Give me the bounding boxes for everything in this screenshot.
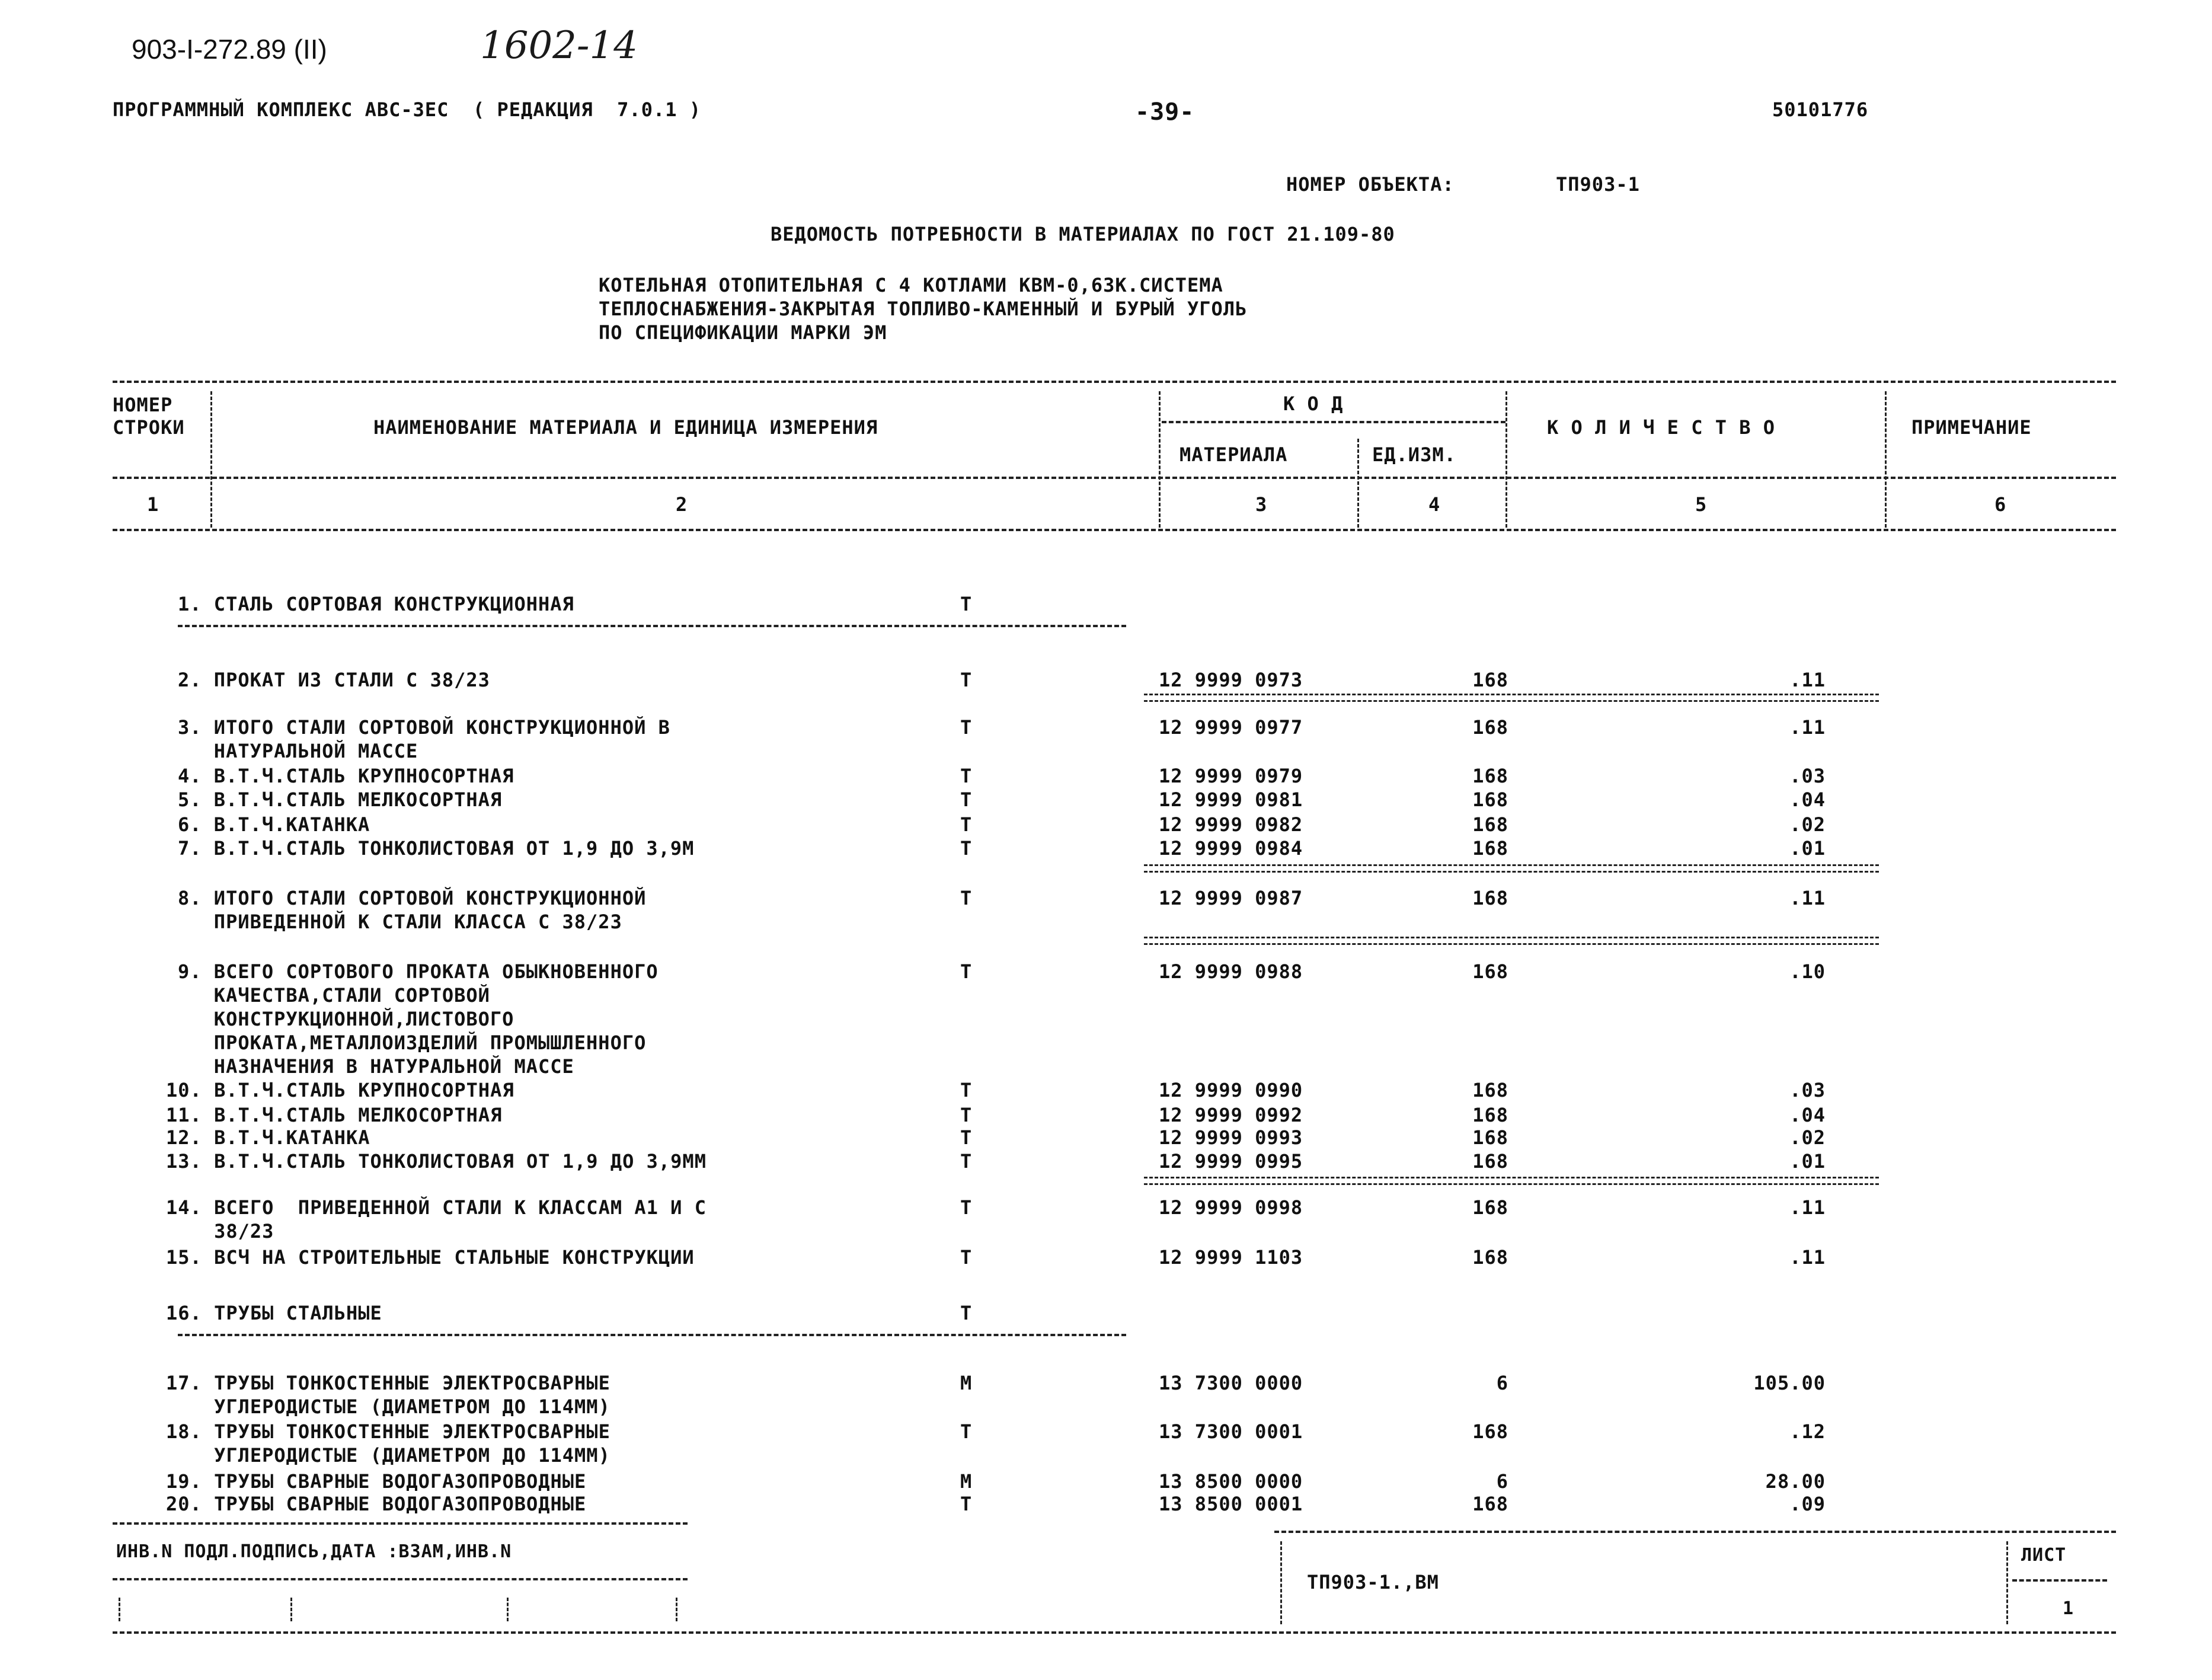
page-number: -39- bbox=[1135, 98, 1195, 126]
row-unit-code: 6 bbox=[1496, 1470, 1508, 1493]
row-material-code: 12 9999 0982 bbox=[1159, 813, 1303, 836]
row-quantity: .11 bbox=[1789, 716, 1826, 739]
column-divider bbox=[1357, 439, 1359, 528]
document-code: 903-I-272.89 (II) bbox=[132, 34, 327, 65]
col-header-name: НАИМЕНОВАНИЕ МАТЕРИАЛА И ЕДИНИЦА ИЗМЕРЕНИЯ bbox=[373, 416, 878, 439]
row-unit-code: 6 bbox=[1496, 1372, 1508, 1394]
row-quantity: .12 bbox=[1789, 1420, 1826, 1443]
row-unit: Т bbox=[960, 1126, 973, 1149]
row-name-line: 17. ТРУБЫ ТОНКОСТЕННЫЕ ЭЛЕКТРОСВАРНЫЕ bbox=[166, 1372, 610, 1394]
col-header-unit-code: ЕД.ИЗМ. bbox=[1372, 443, 1456, 466]
row-unit-code: 168 bbox=[1472, 813, 1508, 836]
row-name-line: 6. В.Т.Ч.КАТАНКА bbox=[178, 813, 370, 836]
row-material-code: 12 9999 0987 bbox=[1159, 887, 1303, 909]
row-name-line: 1. СТАЛЬ СОРТОВАЯ КОНСТРУКЦИОННАЯ bbox=[178, 593, 574, 615]
row-quantity: .09 bbox=[1789, 1493, 1826, 1515]
sheet-rule bbox=[2012, 1579, 2107, 1582]
table-top-rule bbox=[113, 381, 2116, 383]
stamp-mid-rule bbox=[113, 1578, 688, 1580]
row-unit: Т bbox=[960, 813, 973, 836]
col-header-code: К О Д bbox=[1283, 392, 1344, 415]
row-material-code: 12 9999 1103 bbox=[1159, 1246, 1303, 1269]
header-rule bbox=[113, 477, 2116, 479]
row-name-line: КАЧЕСТВА,СТАЛИ СОРТОВОЙ bbox=[178, 984, 490, 1007]
sheet-number: 1 bbox=[2063, 1598, 2074, 1619]
row-unit: Т bbox=[960, 1493, 973, 1515]
stamp-divider bbox=[290, 1598, 292, 1621]
row-name-line: 19. ТРУБЫ СВАРНЫЕ ВОДОГАЗОПРОВОДНЫЕ bbox=[166, 1470, 587, 1493]
row-material-code: 12 9999 0988 bbox=[1159, 960, 1303, 983]
row-unit-code: 168 bbox=[1472, 1420, 1508, 1443]
row-name-line: УГЛЕРОДИСТЫЕ (ДИАМЕТРОМ ДО 114ММ) bbox=[166, 1395, 610, 1418]
row-name-line: 7. В.Т.Ч.СТАЛЬ ТОНКОЛИСТОВАЯ ОТ 1,9 ДО 3,9М bbox=[178, 837, 695, 860]
row-unit-code: 168 bbox=[1472, 788, 1508, 811]
row-material-code: 13 8500 0001 bbox=[1159, 1493, 1303, 1515]
row-name-line: 9. ВСЕГО СОРТОВОГО ПРОКАТА ОБЫКНОВЕННОГО bbox=[178, 960, 659, 983]
row-unit-code: 168 bbox=[1472, 1246, 1508, 1269]
column-divider bbox=[210, 391, 212, 528]
row-material-code: 12 9999 0992 bbox=[1159, 1104, 1303, 1126]
total-separator bbox=[1144, 864, 1879, 873]
program-name: ПРОГРАММНЫЙ КОМПЛЕКС АВС-3ЕС ( РЕДАКЦИЯ 7.0.1 ) bbox=[113, 98, 702, 121]
row-material-code: 12 9999 0995 bbox=[1159, 1150, 1303, 1173]
row-unit: М bbox=[960, 1470, 973, 1493]
document-id: 50101776 bbox=[1772, 98, 1869, 121]
row-name-line: 11. В.Т.Ч.СТАЛЬ МЕЛКОСОРТНАЯ bbox=[166, 1104, 503, 1126]
row-name-line: 15. ВСЧ НА СТРОИТЕЛЬНЫЕ СТАЛЬНЫЕ КОНСТРУКЦИИ bbox=[166, 1246, 695, 1269]
row-unit-code: 168 bbox=[1472, 960, 1508, 983]
row-unit-code: 168 bbox=[1472, 1493, 1508, 1515]
col-number: 6 bbox=[1994, 493, 2007, 516]
row-unit: Т bbox=[960, 1150, 973, 1173]
row-name-line: КОНСТРУКЦИОННОЙ,ЛИСТОВОГО bbox=[178, 1008, 514, 1030]
row-unit: М bbox=[960, 1372, 973, 1394]
col-header-row-no: СТРОКИ bbox=[113, 416, 185, 439]
page-bottom-rule bbox=[113, 1631, 2116, 1634]
section-underline bbox=[178, 1334, 1126, 1336]
row-material-code: 13 8500 0000 bbox=[1159, 1470, 1303, 1493]
row-unit: Т bbox=[960, 1104, 973, 1126]
row-material-code: 13 7300 0001 bbox=[1159, 1420, 1303, 1443]
row-unit-code: 168 bbox=[1472, 1196, 1508, 1219]
section-underline bbox=[178, 625, 1126, 627]
row-unit-code: 168 bbox=[1472, 837, 1508, 860]
row-material-code: 12 9999 0981 bbox=[1159, 788, 1303, 811]
row-unit-code: 168 bbox=[1472, 716, 1508, 739]
row-name-line: НАТУРАЛЬНОЙ МАССЕ bbox=[178, 740, 418, 762]
row-quantity: .11 bbox=[1789, 887, 1826, 909]
column-divider bbox=[1885, 391, 1887, 528]
col-number: 3 bbox=[1255, 493, 1268, 516]
row-unit-code: 168 bbox=[1472, 1126, 1508, 1149]
col-number: 2 bbox=[676, 493, 688, 516]
col-number: 5 bbox=[1695, 493, 1708, 516]
row-material-code: 12 9999 0973 bbox=[1159, 669, 1303, 691]
total-separator bbox=[1144, 1177, 1879, 1185]
row-material-code: 13 7300 0000 bbox=[1159, 1372, 1303, 1394]
row-unit: Т bbox=[960, 765, 973, 787]
row-material-code: 12 9999 0979 bbox=[1159, 765, 1303, 787]
row-unit: Т bbox=[960, 669, 973, 691]
row-material-code: 12 9999 0984 bbox=[1159, 837, 1303, 860]
subtitle-line: ПО СПЕЦИФИКАЦИИ МАРКИ ЭМ bbox=[599, 321, 887, 344]
row-quantity: .02 bbox=[1789, 813, 1826, 836]
row-material-code: 12 9999 0977 bbox=[1159, 716, 1303, 739]
row-name-line: 12. В.Т.Ч.КАТАНКА bbox=[166, 1126, 370, 1149]
row-unit-code: 168 bbox=[1472, 887, 1508, 909]
col-header-material: МАТЕРИАЛА bbox=[1179, 443, 1288, 466]
subtitle-line: ТЕПЛОСНАБЖЕНИЯ-ЗАКРЫТАЯ ТОПЛИВО-КАМЕННЫЙ И БУРЫЙ УГОЛЬ bbox=[599, 298, 1248, 320]
row-name-line: 16. ТРУБЫ СТАЛЬНЫЕ bbox=[166, 1302, 382, 1324]
row-name-line: УГЛЕРОДИСТЫЕ (ДИАМЕТРОМ ДО 114ММ) bbox=[166, 1444, 610, 1467]
row-quantity: .03 bbox=[1789, 1079, 1826, 1101]
total-separator bbox=[1144, 694, 1879, 702]
row-name-line: 38/23 bbox=[166, 1220, 274, 1243]
handwritten-number: 1602-14 bbox=[480, 24, 638, 68]
row-unit-code: 168 bbox=[1472, 1079, 1508, 1101]
row-quantity: .11 bbox=[1789, 669, 1826, 691]
row-quantity: .01 bbox=[1789, 837, 1826, 860]
row-unit: Т bbox=[960, 1196, 973, 1219]
row-material-code: 12 9999 0993 bbox=[1159, 1126, 1303, 1149]
row-quantity: .04 bbox=[1789, 1104, 1826, 1126]
row-quantity: .11 bbox=[1789, 1246, 1826, 1269]
row-name-line: 2. ПРОКАТ ИЗ СТАЛИ С 38/23 bbox=[178, 669, 490, 691]
header-bottom-rule bbox=[113, 529, 2116, 531]
row-unit: Т bbox=[960, 960, 973, 983]
row-material-code: 12 9999 0998 bbox=[1159, 1196, 1303, 1219]
row-unit: Т bbox=[960, 1079, 973, 1101]
row-unit-code: 168 bbox=[1472, 1150, 1508, 1173]
row-quantity: .02 bbox=[1789, 1126, 1826, 1149]
column-divider bbox=[1505, 391, 1507, 528]
stamp-divider bbox=[1280, 1541, 1282, 1624]
stamp-divider bbox=[507, 1598, 509, 1621]
row-unit-code: 168 bbox=[1472, 669, 1508, 691]
row-name-line: ПРИВЕДЕННОЙ К СТАЛИ КЛАССА С 38/23 bbox=[178, 911, 622, 933]
row-name-line: ПРОКАТА,МЕТАЛЛОИЗДЕЛИЙ ПРОМЫШЛЕННОГО bbox=[178, 1031, 647, 1054]
stamp-divider bbox=[2006, 1541, 2008, 1624]
row-name-line: 10. В.Т.Ч.СТАЛЬ КРУПНОСОРТНАЯ bbox=[166, 1079, 514, 1101]
row-name-line: 4. В.Т.Ч.СТАЛЬ КРУПНОСОРТНАЯ bbox=[178, 765, 514, 787]
row-unit: Т bbox=[960, 1302, 973, 1324]
row-quantity: .03 bbox=[1789, 765, 1826, 787]
row-name-line: 20. ТРУБЫ СВАРНЫЕ ВОДОГАЗОПРОВОДНЫЕ bbox=[166, 1493, 587, 1515]
row-quantity: .10 bbox=[1789, 960, 1826, 983]
row-quantity: .01 bbox=[1789, 1150, 1826, 1173]
subtitle-line: КОТЕЛЬНАЯ ОТОПИТЕЛЬНАЯ С 4 КОТЛАМИ КВМ-0,63К.СИСТЕМА bbox=[599, 274, 1223, 296]
row-material-code: 12 9999 0990 bbox=[1159, 1079, 1303, 1101]
sheet-label: ЛИСТ bbox=[2021, 1545, 2067, 1566]
document-mark: ТП903-1.,ВМ bbox=[1307, 1571, 1439, 1593]
row-name-line: НАЗНАЧЕНИЯ В НАТУРАЛЬНОЙ МАССЕ bbox=[178, 1055, 574, 1078]
row-name-line: 14. ВСЕГО ПРИВЕДЕННОЙ СТАЛИ К КЛАССАМ А1 И С bbox=[166, 1196, 707, 1219]
row-unit: Т bbox=[960, 837, 973, 860]
row-unit: Т bbox=[960, 716, 973, 739]
col-header-quantity: К О Л И Ч Е С Т В О bbox=[1547, 416, 1776, 439]
row-unit: Т bbox=[960, 1420, 973, 1443]
col-number: 1 bbox=[147, 493, 159, 516]
col-header-note: ПРИМЕЧАНИЕ bbox=[1911, 416, 2032, 439]
column-divider bbox=[1159, 391, 1161, 528]
row-quantity: .04 bbox=[1789, 788, 1826, 811]
row-unit-code: 168 bbox=[1472, 1104, 1508, 1126]
row-unit: Т bbox=[960, 887, 973, 909]
row-quantity: 105.00 bbox=[1753, 1372, 1826, 1394]
stamp-top-rule bbox=[1274, 1531, 2116, 1533]
stamp-divider bbox=[119, 1598, 120, 1621]
row-unit: Т bbox=[960, 593, 973, 615]
stamp-top-rule bbox=[113, 1522, 688, 1525]
row-name-line: 13. В.Т.Ч.СТАЛЬ ТОНКОЛИСТОВАЯ ОТ 1,9 ДО 3,9ММ bbox=[166, 1150, 707, 1173]
row-unit: Т bbox=[960, 788, 973, 811]
row-name-line: 8. ИТОГО СТАЛИ СОРТОВОЙ КОНСТРУКЦИОННОЙ bbox=[178, 887, 647, 909]
row-name-line: 3. ИТОГО СТАЛИ СОРТОВОЙ КОНСТРУКЦИОННОЙ В bbox=[178, 716, 670, 739]
stamp-divider bbox=[676, 1598, 677, 1621]
col-header-row-no: НОМЕР bbox=[113, 394, 173, 416]
col-number: 4 bbox=[1428, 493, 1441, 516]
row-name-line: 5. В.Т.Ч.СТАЛЬ МЕЛКОСОРТНАЯ bbox=[178, 788, 503, 811]
row-name-line: 18. ТРУБЫ ТОНКОСТЕННЫЕ ЭЛЕКТРОСВАРНЫЕ bbox=[166, 1420, 610, 1443]
row-quantity: .11 bbox=[1789, 1196, 1826, 1219]
row-unit-code: 168 bbox=[1472, 765, 1508, 787]
row-unit: Т bbox=[960, 1246, 973, 1269]
page-title: ВЕДОМОСТЬ ПОТРЕБНОСТИ В МАТЕРИАЛАХ ПО ГОСТ 21.109-80 bbox=[771, 223, 1395, 245]
total-separator bbox=[1144, 937, 1879, 945]
code-subheader-rule bbox=[1162, 421, 1505, 423]
stamp-labels: ИНВ.N ПОДЛ.ПОДПИСЬ,ДАТА :ВЗАМ,ИНВ.N bbox=[116, 1541, 512, 1562]
row-quantity: 28.00 bbox=[1765, 1470, 1826, 1493]
object-number-value: ТП903-1 bbox=[1556, 173, 1640, 196]
object-number-label: НОМЕР ОБЪЕКТА: bbox=[1286, 173, 1455, 196]
